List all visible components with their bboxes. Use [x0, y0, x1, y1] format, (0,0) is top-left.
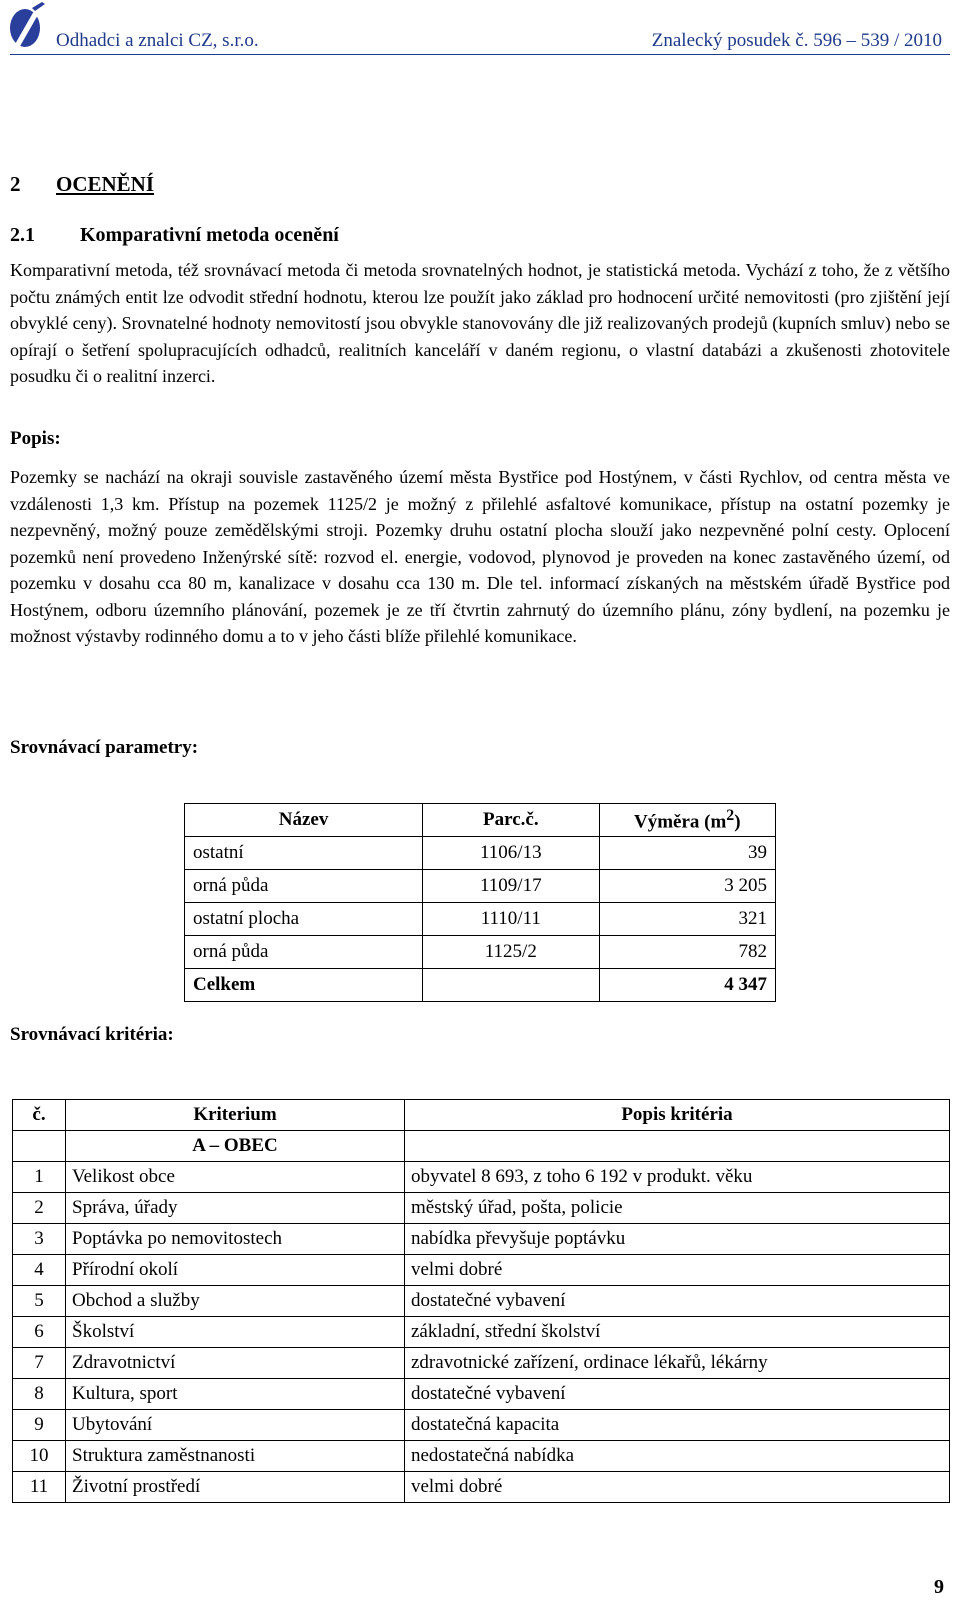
params-table	[184, 803, 776, 1002]
header-company: Odhadci a znalci CZ, s.r.o.	[56, 30, 259, 51]
table-row: orná půda 1109/17 3 205	[185, 870, 776, 903]
table-row: 5 Obchod a služby dostatečné vybavení	[13, 1286, 950, 1317]
criteria-header-crit: Kriterium	[66, 1100, 405, 1131]
subsection-heading	[10, 224, 339, 247]
criteria-section-title: A – OBEC	[66, 1131, 405, 1162]
section-number: 2	[10, 172, 21, 196]
params-header-name: Název	[185, 804, 423, 837]
params-header-parc: Parc.č.	[423, 804, 599, 837]
table-row: 4 Přírodní okolí velmi dobré	[13, 1255, 950, 1286]
criteria-header-row	[13, 1100, 950, 1131]
table-row: orná půda 1125/2 782	[185, 936, 776, 969]
page-number: 9	[934, 1576, 944, 1598]
criteria-table	[12, 1099, 950, 1503]
subsection-number: 2.1	[10, 224, 35, 246]
params-total-value: 4 347	[599, 969, 775, 1002]
header-report-number: Znalecký posudek č. 596 – 539 / 2010	[651, 30, 942, 51]
table-row: ostatní plocha 1110/11 321	[185, 903, 776, 936]
table-row: 11 Životní prostředí velmi dobré	[13, 1472, 950, 1503]
subsection-title: Komparativní metoda ocenění	[80, 224, 339, 246]
params-header-row	[185, 804, 776, 837]
criteria-header-desc: Popis kritéria	[405, 1100, 950, 1131]
table-row: 10 Struktura zaměstnanosti nedostatečná nabídka	[13, 1441, 950, 1472]
company-logo-icon	[8, 2, 48, 50]
section-heading	[10, 172, 154, 197]
section-title: OCENĚNÍ	[56, 172, 155, 196]
table-row: 7 Zdravotnictví zdravotnické zařízení, ordinace lékařů, lékárny	[13, 1348, 950, 1379]
popis-paragraph: Pozemky se nachází na okraji souvisle zastavěného území města Bystřice pod Hostýnem, v části Rychlov, od centra města ve vzdálenosti 1,3 km. Přístup na pozemek 1125/2 je možný z přilehlé asfaltové komunikace, přístup na ostatní pozemky je nezpevněný, možný pouze zemědělskými stroji. Pozemky druhu ostatní plocha slouží jako nezpevněné polní cesty. Oplocení pozemků není provedeno Inženýrské sítě: rozvod el. energie, vodovod, plynovod je proveden na konec zastavěného území, od pozemku v dosahu cca 80 m, kanalizace v dosahu cca 130 m. Dle tel. informací získaných na městském úřadě Bystřice pod Hostýnem, odboru územního plánování, pozemek je ze tří čtvrtin zahrnutý do územního plánu, zóny bydlení, na pozemku je možnost výstavby rodinného domu a to v jeho části blíže přilehlé komunikace.	[10, 467, 950, 646]
intro-paragraph: Komparativní metoda, též srovnávací metoda či metoda srovnatelných hodnot, je statistická metoda. Vychází z toho, že z většího počtu známých entit lze odvodit střední hodnotu, kterou lze použít jako základ pro hodnocení určité nemovitosti (pro zjištění její obvyklé ceny). Srovnatelné hodnoty nemovitostí jsou obvykle stanovovány dle již realizovaných prodejů (kupních smluv) nebo se opírají o šetření spolupracujících odhadců, realitních kanceláří v daném regionu, o vlastní databázi a zkušenosti zhotovitele posudku či o realitní inzerci.	[10, 260, 950, 386]
table-row: 8 Kultura, sport dostatečné vybavení	[13, 1379, 950, 1410]
table-row: ostatní 1106/13 39	[185, 837, 776, 870]
params-label: Srovnávací parametry:	[10, 737, 199, 758]
params-total-row	[185, 969, 776, 1002]
criteria-section-row	[13, 1131, 950, 1162]
table-row: 9 Ubytování dostatečná kapacita	[13, 1410, 950, 1441]
table-row: 6 Školství základní, střední školství	[13, 1317, 950, 1348]
params-total-label: Celkem	[185, 969, 423, 1002]
header-divider	[10, 54, 950, 55]
params-header-area: Výměra $(m^2)$	[599, 804, 775, 837]
table-row: 1 Velikost obce obyvatel 8 693, z toho 6 192 v produkt. věku	[13, 1162, 950, 1193]
table-row: 2 Správa, úřady městský úřad, pošta, policie	[13, 1193, 950, 1224]
table-row: 3 Poptávka po nemovitostech nabídka převyšuje poptávku	[13, 1224, 950, 1255]
criteria-header-num: č.	[13, 1100, 66, 1131]
criteria-label: Srovnávací kritéria:	[10, 1024, 174, 1045]
popis-label: Popis:	[10, 428, 61, 449]
